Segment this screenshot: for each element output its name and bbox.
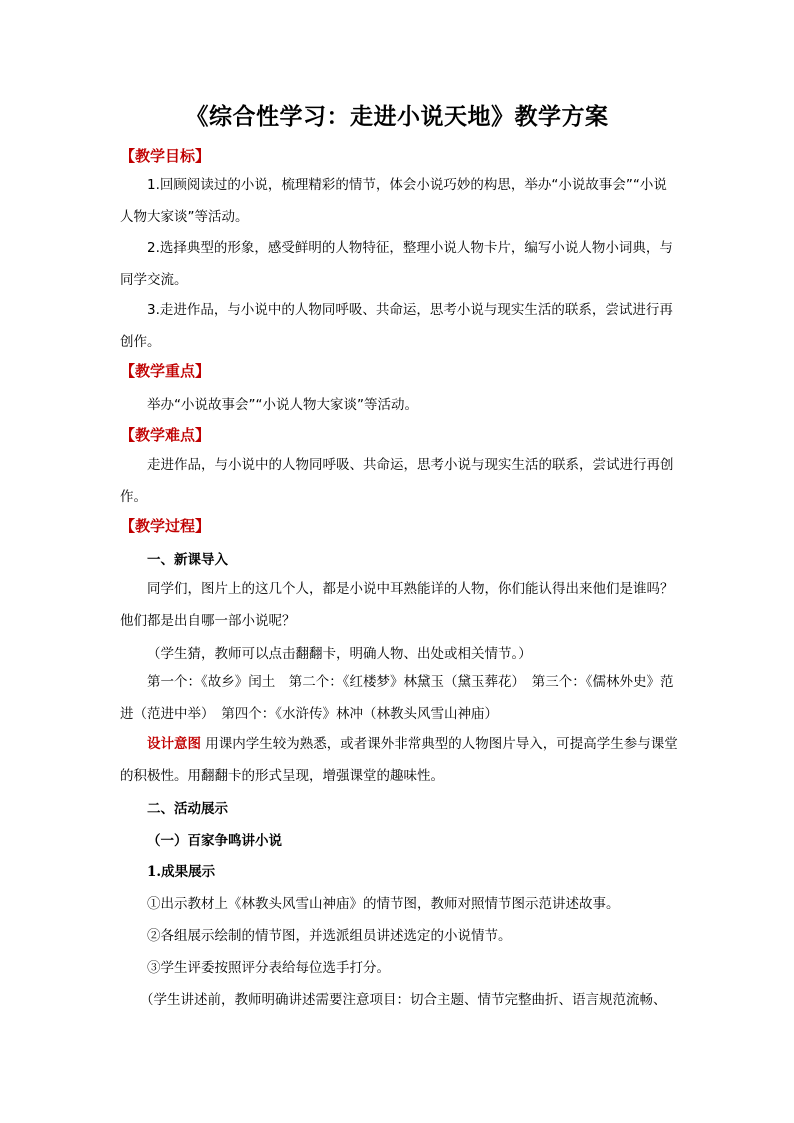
sub1-item-title: 1.成果展示 [147,864,216,880]
heading-teaching-process: 【教学过程】 [120,517,211,535]
design-intent-label: 设计意图 [147,736,201,752]
heading-teaching-difficulty: 【教学难点】 [120,426,211,444]
heading-teaching-key: 【教学重点】 [120,362,211,380]
part1-title: 一、新课导入 [147,552,228,568]
guess-note: （学生猜，教师可以点击翻翻卡，明确人物、出处或相关情节。） [147,646,532,662]
difficulty-text: 走进作品，与小说中的人物同呼吸、共命运，思考小说与现实生活的联系，尝试进行再创作。 [120,457,674,505]
key-text: 举办“小说故事会”“小说人物大家谈”等活动。 [147,397,418,413]
note-text: （学生讲述前，教师明确讲述需要注意项目：切合主题、情节完整曲折、语言规范流畅、 [140,992,667,1008]
sub1-title: （一）百家争鸣讲小说 [147,833,282,849]
design-intent-text: 用课内学生较为熟悉，或者课外非常典型的人物图片导入，可提高学生参与课堂的积极性。用翻翻卡的形式呈现，增强课堂的趣味性。 [120,736,678,784]
goal-item-2: 2.选择典型的形象，感受鲜明的人物特征，整理小说人物卡片，编写小说人物小词典，与同学交流。 [120,240,673,288]
intro-paragraph: 同学们，图片上的这几个人，都是小说中耳熟能详的人物，你们能认得出来他们是谁吗？他们都是出自哪一部小说呢？ [120,581,674,629]
goal-item-1: 1.回顾阅读过的小说，梳理精彩的情节，体会小说巧妙的构思，举办“小说故事会”“小说人物大家谈”等活动。 [120,177,667,225]
document-title: 《综合性学习：走进小说天地》教学方案 [185,103,609,130]
step-1: ①出示教材上《林教头风雪山神庙》的情节图，教师对照情节图示范讲述故事。 [147,896,620,912]
step-3: ③学生评委按照评分表给每位选手打分。 [147,960,390,976]
part2-title: 二、活动展示 [147,801,228,817]
step-2: ②各组展示绘制的情节图，并选派组员讲述选定的小说情节。 [147,928,512,944]
design-intent-paragraph [120,729,680,792]
goal-item-3: 3.走进作品，与小说中的人物同呼吸、共命运，思考小说与现实生活的联系，尝试进行再创作。 [120,302,673,350]
characters-paragraph: 第一个：《故乡》闰土 第二个：《红楼梦》林黛玉（黛玉葬花） 第三个：《儒林外史》范进（范进中举） 第四个：《水浒传》林冲（林教头风雪山神庙） [120,674,674,722]
heading-teaching-goals: 【教学目标】 [120,147,211,165]
